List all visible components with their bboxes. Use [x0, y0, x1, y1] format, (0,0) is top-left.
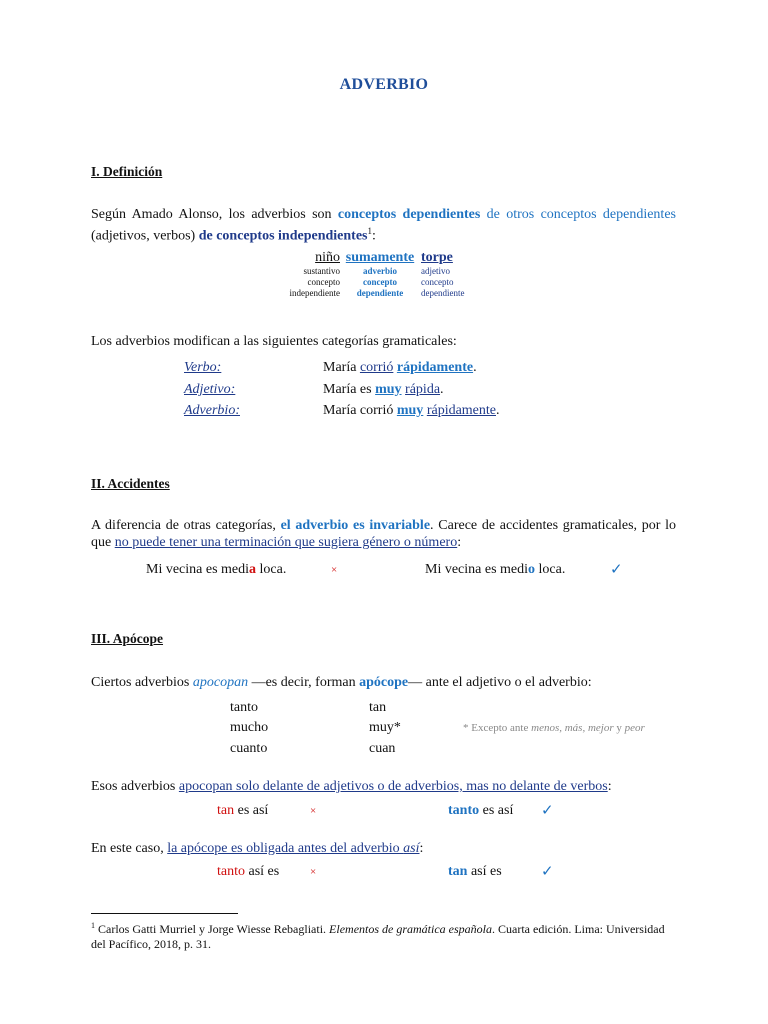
apocope-short-muy: muy* [369, 720, 401, 735]
definition-paragraph [91, 206, 676, 245]
text: Según Amado Alonso, los adverbios son [91, 207, 338, 222]
text: : [607, 779, 612, 794]
example-word: torpe [421, 250, 453, 265]
example-wrong-tan [217, 803, 268, 819]
text: . [473, 360, 477, 375]
text: Ciertos adverbios [91, 675, 193, 690]
text: — ante el adjetivo o el adverbio: [408, 675, 592, 690]
underlined-text: así [403, 841, 420, 856]
example-word: sumamente [345, 250, 415, 265]
text: menos, más, mejor [531, 722, 614, 734]
text: loca. [535, 562, 566, 577]
book-title: Elementos de gramática española [329, 922, 493, 936]
highlight-word: muy [375, 382, 402, 397]
example-label: dependiente [356, 288, 404, 298]
example-label: concepto [421, 277, 454, 287]
underlined-text: la apócope es obligada antes del adverbio [167, 841, 404, 856]
text: así es [467, 864, 502, 879]
underlined-word: rápida [405, 382, 441, 397]
text: peor [624, 722, 645, 734]
text: así es [245, 864, 280, 879]
text: . [440, 382, 444, 397]
highlight-text: el adverbio es invariable [280, 518, 431, 533]
category-label: Adverbio: [184, 403, 240, 418]
asi-paragraph [91, 840, 676, 857]
highlight-text: conceptos dependientes [337, 207, 481, 222]
example-label: concepto [307, 277, 340, 287]
categories-intro: Los adverbios modifican a las siguientes categorías gramaticales: [91, 334, 457, 349]
section-heading-apocope: III. Apócope [91, 631, 164, 646]
example-right-tanto [448, 803, 513, 819]
text: es así [479, 803, 514, 818]
example-word: niño [315, 250, 340, 265]
text: A diferencia de otras categorías, [91, 518, 281, 533]
category-label: Adjetivo: [184, 382, 236, 397]
wrong-word: tan [217, 803, 235, 818]
accidentes-paragraph [91, 517, 676, 551]
category-row-verbo [184, 360, 644, 376]
right-letter: o [528, 562, 536, 577]
right-word: tanto [448, 803, 480, 818]
text: es así [234, 803, 269, 818]
section-heading-definicion: I. Definición [91, 164, 163, 179]
text: de otros conceptos dependientes [480, 207, 676, 222]
right-word: tan [448, 864, 468, 879]
text: —es decir, forman [248, 675, 360, 690]
page-title: ADVERBIO [339, 76, 429, 93]
example-right-medio [425, 562, 565, 578]
footnote-separator [91, 913, 238, 914]
example-label: concepto [363, 277, 397, 287]
text: : [457, 535, 462, 550]
example-label: adjetivo [421, 266, 450, 276]
text: y [613, 722, 625, 734]
footnote [91, 918, 676, 952]
text: loca. [256, 562, 287, 577]
text: Carlos Gatti Murriel y Jorge Wiesse Rebagliati. [95, 922, 330, 936]
text: : [372, 228, 376, 244]
text: : [419, 841, 424, 856]
highlight-text: apócope [359, 675, 409, 690]
highlight-text: de conceptos independientes [198, 228, 368, 244]
text: * Excepto ante [463, 722, 532, 734]
text: . [496, 403, 500, 418]
underlined-text: apocopan solo delante de adjetivos o de adverbios, mas no delante de verbos [178, 779, 608, 794]
example-col-nino [278, 250, 340, 299]
example-label: independiente [289, 288, 340, 298]
text: Esos adverbios [91, 779, 179, 794]
text: Mi vecina es medi [425, 562, 529, 577]
highlight-word: rápidamente [396, 360, 474, 375]
wrong-word: tanto [217, 864, 245, 879]
text: María [323, 360, 360, 375]
example-col-sumamente [341, 250, 419, 299]
exception-note [463, 722, 645, 734]
check-icon: ✓ [610, 562, 623, 578]
footnote-ref: 1 [367, 226, 372, 236]
highlight-word: muy [396, 403, 424, 418]
example-label: sustantivo [303, 266, 340, 276]
text: . Carece de accidentes gramaticales, por lo que [91, 518, 677, 550]
example-label: dependiente [421, 288, 465, 298]
cross-icon: × [331, 564, 338, 576]
text: María corrió [323, 403, 397, 418]
cross-icon: × [310, 866, 317, 878]
section-heading-accidentes: II. Accidentes [91, 476, 170, 491]
underlined-word: rápidamente [426, 403, 496, 418]
wrong-letter: a [249, 562, 257, 577]
apocope-short-tan: tan [369, 700, 387, 715]
apocope-rule-paragraph [91, 778, 676, 795]
category-row-adverbio [184, 403, 644, 419]
example-wrong-tanto [217, 864, 279, 880]
example-label: adverbio [362, 266, 397, 276]
check-icon: ✓ [541, 864, 554, 880]
text: Mi vecina es medi [146, 562, 250, 577]
category-row-adjetivo [184, 382, 644, 398]
apocope-full-mucho: mucho [230, 720, 269, 735]
underlined-text: no puede tener una terminación que sugiera género o número [114, 535, 458, 550]
underlined-word: corrió [359, 360, 394, 375]
text: (adjetivos, verbos) [91, 228, 199, 244]
example-wrong-media [146, 562, 286, 578]
apocope-full-cuanto: cuanto [230, 741, 268, 756]
example-col-torpe [421, 250, 491, 299]
cross-icon: × [310, 805, 317, 817]
category-label: Verbo: [184, 360, 222, 375]
apocope-full-tanto: tanto [230, 700, 258, 715]
text: . Cuarta edición. Lima: Universidad del Pacífico, 2018, p. 31. [91, 922, 665, 951]
footnote-number: 1 [91, 921, 95, 930]
example-right-tan [448, 864, 502, 880]
check-icon: ✓ [541, 803, 554, 819]
apocope-short-cuan: cuan [369, 741, 396, 756]
highlight-text: apocopan [192, 675, 249, 690]
apocope-paragraph [91, 674, 676, 691]
text: María es [323, 382, 376, 397]
text: En este caso, [91, 841, 168, 856]
